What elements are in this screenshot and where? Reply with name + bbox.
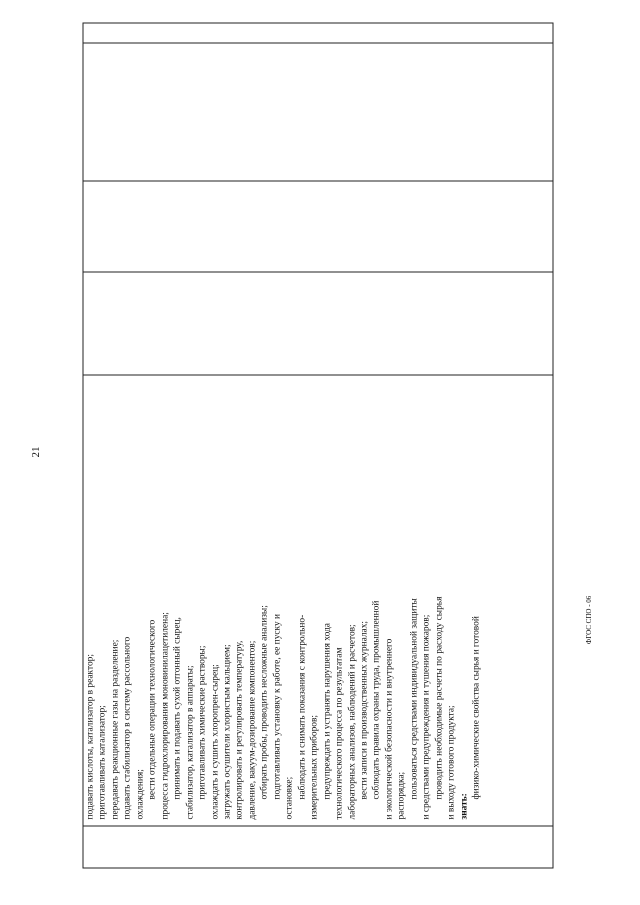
table-column-code xyxy=(83,825,552,867)
content-line: и выходу готового продукта; xyxy=(446,704,457,819)
content-line: стабилизатор, катализатор в аппараты; xyxy=(184,664,195,819)
content-line: давление, вакуум-дозирование компонентов; xyxy=(246,640,257,819)
content-line: физико-химические свойства сырья и готовой xyxy=(471,615,482,799)
content-line: передавать реакционные газы на разделение; xyxy=(109,639,120,819)
content-line: измерительных приборов; xyxy=(309,714,320,819)
content-line: подавать кислоты, катализатор в реактор; xyxy=(85,653,95,819)
content-line: подавать стабилизатор в систему рассольного xyxy=(122,636,133,819)
content-line: отбирать пробы, проводить несложные анализы; xyxy=(259,604,270,799)
content-line: предупреждать и устранять нарушения хода xyxy=(321,622,332,799)
table-column-content xyxy=(83,374,552,825)
table-column-hours-required xyxy=(83,180,552,271)
content-line: пользоваться средствами индивидуальной защиты xyxy=(408,597,419,799)
content-line: вести отдельные операции технологического xyxy=(147,619,158,799)
content-line: проводить необходимые расчеты по расходу сырья xyxy=(433,596,444,799)
content-lines xyxy=(83,375,483,825)
content-line: приготавливать катализатор; xyxy=(97,704,108,819)
competency-table xyxy=(82,22,553,868)
content-line: принимать и подавать сухой отгонный сырец, xyxy=(172,616,183,799)
content-line: остановке; xyxy=(284,776,295,819)
table-column-hours-max xyxy=(83,271,552,374)
content-line: охлаждать и сушить хлоропрен-сырец; xyxy=(209,663,220,819)
content-line: распорядка; xyxy=(396,771,407,819)
content-line: и экологической безопасности и внутреннего xyxy=(383,638,394,819)
content-line: охлаждения; xyxy=(134,768,145,819)
content-line: подготавливать установку к работе, ее пуску и xyxy=(271,613,282,799)
content-line: процесса гидрохлорирования моновинилацетилена; xyxy=(159,611,170,819)
content-line: и средствами предупреждения и тушения пожаров; xyxy=(421,614,432,819)
content-line: технологического процесса по результатам xyxy=(334,647,345,819)
page-number: 21 xyxy=(30,446,42,458)
content-line: вести записи в производственных журналах; xyxy=(358,620,369,799)
content-line: лабораторных анализов, наблюдений и расчетов; xyxy=(346,623,357,819)
content-line: приготавливать химические растворы; xyxy=(197,645,208,799)
table-column-competencies xyxy=(83,23,552,42)
content-line: знать: xyxy=(458,792,469,819)
content-line: контролировать и регулировать температуру, xyxy=(234,640,245,819)
footer-code: ФГОС СПО - 06 xyxy=(585,595,593,645)
content-line: наблюдать и снимать показания с контрольно- xyxy=(296,614,307,799)
content-line: соблюдать правила охраны труда, промышленной xyxy=(371,600,382,799)
content-line: загружать осушители хлористым кальцием; xyxy=(221,643,232,819)
table-column-discipline xyxy=(83,42,552,180)
